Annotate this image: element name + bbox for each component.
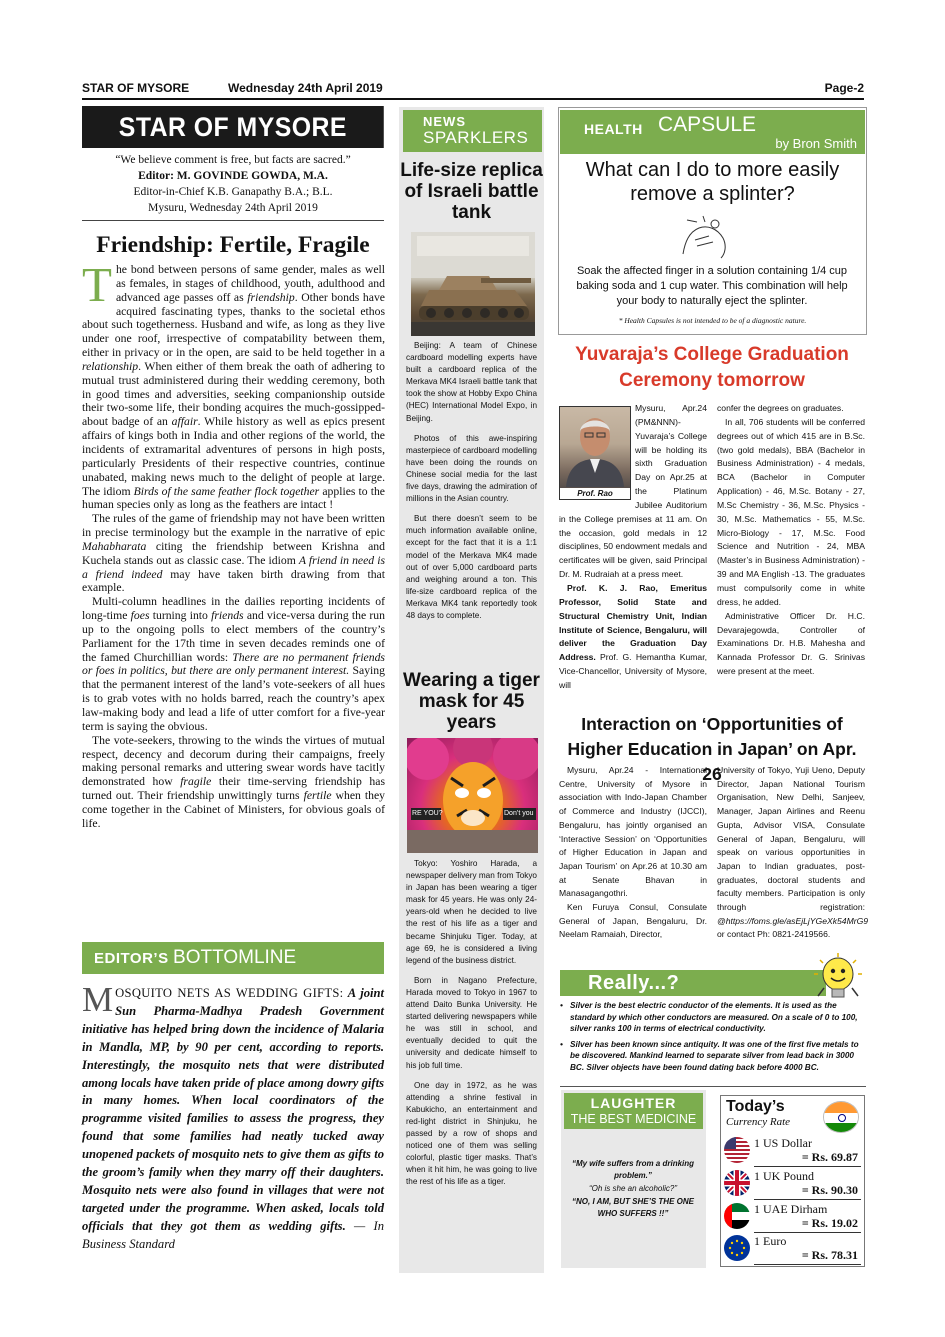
currency-name: 1 UAE Dirham — [754, 1202, 828, 1216]
bottomline-label: BOTTOMLINE — [173, 947, 297, 968]
japan-contact: or contact Ph: 0821-2419566. — [717, 929, 831, 940]
uae-flag-icon — [724, 1203, 750, 1229]
bottomline-body — [82, 980, 384, 1254]
joke-line: “My wife suffers from a drinking problem.” — [571, 1159, 695, 1180]
yuvaraja-headline: Yuvaraja’s College Graduation Ceremony tomorrow — [575, 344, 849, 391]
row-divider — [754, 1166, 861, 1167]
row-divider — [754, 1264, 861, 1265]
story-paragraph: confer the degrees on graduates. — [717, 403, 844, 413]
editorial-paragraph: The vote-seekers, throwing to the winds the virtues of mutual respect, decency and decorum during their campaigns, freely making personal remarks and uttering swear words have tacitly demonstrated how fragile their time-serving friendship has turned out. Their friendship unwittingly turns fertile when they come together in the Cabinet of Ministers, for obvious goals of life. — [82, 733, 385, 830]
running-header — [82, 80, 864, 100]
currency-title: Today’s — [726, 1098, 785, 1115]
news-sparklers-banner — [403, 110, 542, 152]
sparklers-label: SPARKLERS — [423, 128, 529, 147]
currency-row — [722, 1235, 863, 1263]
currency-name: 1 US Dollar — [754, 1136, 812, 1150]
currency-name: 1 UK Pound — [754, 1169, 815, 1183]
health-disclaimer: * Health Capsules is not intended to be of a diagnostic nature. — [618, 316, 807, 325]
tiger-mask-icon — [407, 738, 538, 853]
currency-row — [722, 1170, 863, 1198]
paper-name: STAR OF MYSORE — [82, 81, 190, 95]
currency-name: 1 Euro — [754, 1234, 787, 1248]
row-divider — [754, 1199, 861, 1200]
story-paragraph: Administrative Officer Dr. H.C. Devarajegowda, Controller of Examinations Dr. H.B. Mahesha and Kannada Professor Dr. G. Srinivas were present at the meet. — [717, 610, 865, 677]
story-paragraph: Tokyo: Yoshiro Harada, a newspaper delivery man from Tokyo in Japan has been wearing a tiger mask for 45 years. He was only 24-years-old when he decided to live the rest of his life as a tiger and became Shinjuku Tiger. Today, at age 69, he is considered a living legend of the business district. — [406, 859, 537, 965]
masthead-title: STAR OF MYSORE — [82, 106, 384, 148]
editorial-body — [82, 257, 386, 831]
eu-flag-icon — [724, 1235, 750, 1261]
joke-line: “Oh is she an alcoholic?” — [588, 1184, 678, 1193]
laughter-banner — [564, 1093, 703, 1129]
yuvaraja-story-left — [559, 402, 707, 693]
bottomline-lead: OSQUITO NETS AS WEDDING GIFTS: — [115, 986, 344, 1000]
story-paragraph: One day in 1972, as he was attending a shrine festival in Kabukicho, an entertainment and red-light district in Shinjuku, he passed by a row of shops and noticed one of them was selling colorful, plastic tiger masks. That’s when it hit him, he was going to live the rest of his life as a tiger. — [406, 1080, 537, 1187]
mask-sign-right: Don’t you — [504, 810, 534, 817]
story-paragraph: But there doesn’t seem to be much information available online, except for the fact that it is a 1:1 model of the Merkava MK4 made out of over 5,000 cardboard parts and weighing around a ton. This life-size cardboard replica of the Merkava MK4 tank reportedly took 48 days to complete. — [406, 514, 537, 620]
tank-icon — [411, 232, 535, 336]
tiger-headline: Wearing a tiger mask for 45 years — [403, 670, 540, 733]
splinter-illustration — [675, 212, 735, 262]
list-item: • Silver has been known since antiquity. It was one of the first five metals to be discovered. Mankind learned to separate silver from lead back in 3000 BC. Silver objects have been found dating back before 4000 BC. — [560, 1039, 866, 1074]
portrait-icon — [560, 407, 630, 487]
editorial-paragraph: The bond between persons of same gender, males as well as females, in stages of childhood, youth, adulthood and advanced age passes off as friendship. Other bonds have acquired fascinating types, thanks to the societal ethos about such togetherness. Husband and wife, as long as they live under one roof, irrespective of compatability between them, either in privacy or in the open, are said to be held together in a relationship. When either of them break the oath of adhering to mutual trust administered during their wedding ceremony, both in good times and adversities, seeking companionship outside their two-some life, their bonding acquires the much-gossipped-about badge of an affair. While history as well as epics present affairs of kings both in India and other regions of the world, the incidents of extramarital adventures of persons in high posts, particularly Presidents of their respective countries, continue unabated, making news much to the delight of people at large. The idiom Birds of the same feather flock together applies to the human species only as long as the feathers are intact ! — [82, 257, 386, 512]
laughter-label: LAUGHTER — [590, 1095, 677, 1111]
currency-rate: = Rs. 78.31 — [801, 1248, 858, 1262]
story-paragraph: Prof. K. J. Rao, Emeritus Professor, Solid State and Structural Chemistry Unit, Indian Institute of Science, Bengaluru, will deliver the Graduation Day Address. Prof. G. Hemantha Kumar, Vice-Chancellor, University of Mysore, will — [559, 582, 707, 690]
currency-rate: = Rs. 69.87 — [801, 1150, 858, 1164]
masthead-dateline: Mysuru, Wednesday 24th April 2019 — [148, 202, 318, 214]
lightbulb-mascot — [812, 952, 864, 1002]
story-paragraph: Mysuru, Apr.24 - International Centre, University of Mysore in association with Indo-Japan Chamber of Commerce and Industry (IJCCI), Bengaluru, has jointly organised an ‘Interactive Session’ on ‘Opportunities of Higher Education in Japan and Japan Tourism’ on Apr.26 at 10.30 am at Senate Bhavan in Manasagangothri. — [559, 765, 707, 899]
lightbulb-icon — [812, 952, 864, 1002]
tank-story — [406, 340, 537, 630]
joke-line: “NO, I AM, BUT SHE’S THE ONE WHO SUFFERS !!” — [572, 1197, 694, 1218]
japan-text: University of Tokyo, Yuji Ueno, Deputy Director, Japan National Tourism Organisation, New Delhi, Sanjeev, Manager, Japan Airlines and Reenu Gupta, Advisor VISA, Consulate General of Japan, Bengaluru, will speak on various opportunities in Japan to Indian graduates, post-graduates, doctoral students and faculty members. Participation is only through registration: — [717, 765, 865, 913]
masthead-editor: Editor: M. GOVINDE GOWDA, M.A. — [138, 170, 328, 182]
us-flag-icon — [724, 1137, 750, 1163]
tank-photo — [411, 232, 535, 336]
health-answer: Soak the affected finger in a solution containing 1/4 cup baking soda and 1 cup water. This combination will help your body to naturally eject the splinter. — [576, 265, 848, 307]
story-paragraph: Photos of this awe-inspiring masterpiece of cardboard modelling have been doing the rounds on Chinese social media for the last five days, drawing the admiration of millions in the Asian country. — [406, 433, 537, 504]
story-paragraph: Prof. Rao Mysuru, Apr.24 (PM&NNN)- Yuvaraja’s College will be holding its sixth Graduation Day on Apr.25 at the Platinum Jubilee Auditorium in the College premises at 11 am. On the occasion, gold medals in 12 disciplines, 50 endowment medals and certificates will be given, said Principal Dr. M. Rudraiah at a press meet. — [559, 403, 707, 580]
masthead-editor-in-chief: Editor-in-Chief K.B. Ganapathy B.A.; B.L. — [133, 186, 333, 198]
story-paragraph: Ken Furuya Consul, Consulate General of Japan, Bengaluru, Dr. Neelam Ramaiah, Director, — [559, 902, 707, 940]
capsule-label: CAPSULE — [658, 113, 757, 136]
masthead-divider — [82, 220, 384, 221]
tiger-mask-photo — [407, 738, 538, 853]
story-paragraph: In all, 706 students will be conferred degrees out of which 415 are in B.Sc. (two gold medals), BBA (Bachelor in Business Administration) - 4 medals, BCA (Bachelor in Computer Application) - 46, M.Sc. Botany - 27, M.Sc Chemistry - 36, M.Sc. Physics - 30, M.Sc. Mathematics - 55, M.Sc. Micro-Biology - 17, M.Sc. Food Science and Nutrition - 24, MBA (Master’s in Business Administration) - 39 and MA English -13. The graduates must compulsorily come in white dress, he added. — [717, 416, 865, 607]
tank-headline: Life-size replica of Israeli battle tank — [400, 160, 543, 223]
editorial-paragraph: Multi-column headlines in the dailies reporting incidents of long-time foes turning into friends and vice-versa during the run up to the ongoing polls to elect members of the country’s Parliament for the 17th time in seven decades reminds one of the famed Churchillian words: There are no permanent friends or foes in politics, but there are only permanent interest. Saying that the permanent interest of the land’s vote-seekers of all hues is to grab votes with no holds barred, reach the country’s apex law-making body and lead a life of utter comfort for a five-year term is saying the obvious. — [82, 595, 385, 733]
joke — [570, 1158, 696, 1221]
story-paragraph: Beijing: A team of Chinese cardboard modelling experts have built a cardboard replica of the Merkava MK4 Israeli battle tank that took the show at Hobby Expo China (HEC) International Model Expo, in Beijing. — [406, 341, 537, 423]
currency-row — [722, 1203, 863, 1231]
drop-cap: M — [82, 980, 114, 1019]
mask-sign-left: RE YOU? — [412, 810, 443, 817]
currency-rate: = Rs. 19.02 — [801, 1216, 858, 1230]
currency-rate: = Rs. 90.30 — [801, 1183, 858, 1197]
health-byline: by Bron Smith — [775, 136, 857, 151]
editorial-title: Friendship: Fertile, Fragile — [96, 232, 370, 258]
bottomline-text: A joint Sun Pharma-Madhya Pradesh Government initiative has helped bring down the incidence of Malaria in Mandla, MP, by 90 per cent, according to reports. Interestingly, the mosquito nets that were distributed among locals have taken pride of place among dowry gifts in many homes. When local coordinators of the programme visited families to assess the progress, they found that some families had neatly tucked away unopened packets of mosquito nets to give them as gifts to the groom’s family when they marry off their daughters. Mosquito nets were also found in villages that were not targeted under the programme. When asked, locals told officials that they got them as wedding gifts. — [82, 986, 384, 1233]
registration-link[interactable]: @https://foms.gle/asEjLjYGeXk54MrG9 — [717, 915, 869, 926]
japan-headline: Interaction on ‘Opportunities of Higher Education in Japan’ on Apr. 26 — [567, 714, 857, 784]
bottomline-source: — In Business Standard — [82, 1218, 384, 1251]
yuvaraja-story-right — [717, 402, 865, 679]
list-item: • Silver is the best electric conductor of the elements. It is used as the standard by which other conductors are measured. On a scale of 0 to 100, silver ranks 100 in terms of electrical conductivity. — [560, 1000, 866, 1035]
bottomline-label-bold: EDITOR’S — [94, 950, 169, 967]
currency-row — [722, 1137, 863, 1165]
health-capsule-banner — [560, 110, 865, 154]
currency-subtitle: Currency Rate — [726, 1116, 791, 1128]
section-divider — [560, 1086, 866, 1087]
prof-rao-photo — [559, 406, 631, 500]
issue-date: Wednesday 24th April 2019 — [228, 81, 383, 95]
india-flag-icon — [823, 1101, 859, 1133]
masthead-quote: “We believe comment is free, but facts are sacred.” — [115, 154, 351, 166]
editorial-paragraph: The rules of the game of friendship may not have been written in precise terminology but the example in the narrative of epic Mahabharata citing the friendship between Krishna and Kuchela stands out as classic case. The idiom A friend in need is a friend indeed may have taken birth drawing from that example. — [82, 512, 386, 595]
health-label: HEALTH — [584, 121, 643, 137]
tiger-story — [406, 858, 537, 1196]
bottomline-banner — [82, 942, 384, 974]
health-question: What can I do to more easily remove a splinter? — [585, 159, 840, 205]
japan-story-right — [717, 764, 869, 942]
splinter-icon — [675, 212, 735, 262]
row-divider — [754, 1232, 861, 1233]
really-banner: Really...? — [560, 970, 826, 996]
uk-flag-icon — [724, 1170, 750, 1196]
best-medicine-label: THE BEST MEDICINE — [570, 1112, 697, 1126]
story-paragraph: Born in Nagano Prefecture, Harada moved to Tokyo in 1967 to attend Daito Bunka University. He started delivering newspapers while he was still in school, and eventually decided to quit the university and dedicate himself to his job full time. — [406, 975, 537, 1070]
photo-caption: Prof. Rao — [560, 488, 630, 499]
news-label: NEWS — [423, 114, 466, 129]
really-facts — [560, 1000, 866, 1078]
japan-story-left — [559, 764, 707, 942]
page-number: Page-2 — [824, 81, 864, 95]
masthead-info — [82, 152, 384, 216]
drop-cap: T — [82, 257, 112, 312]
